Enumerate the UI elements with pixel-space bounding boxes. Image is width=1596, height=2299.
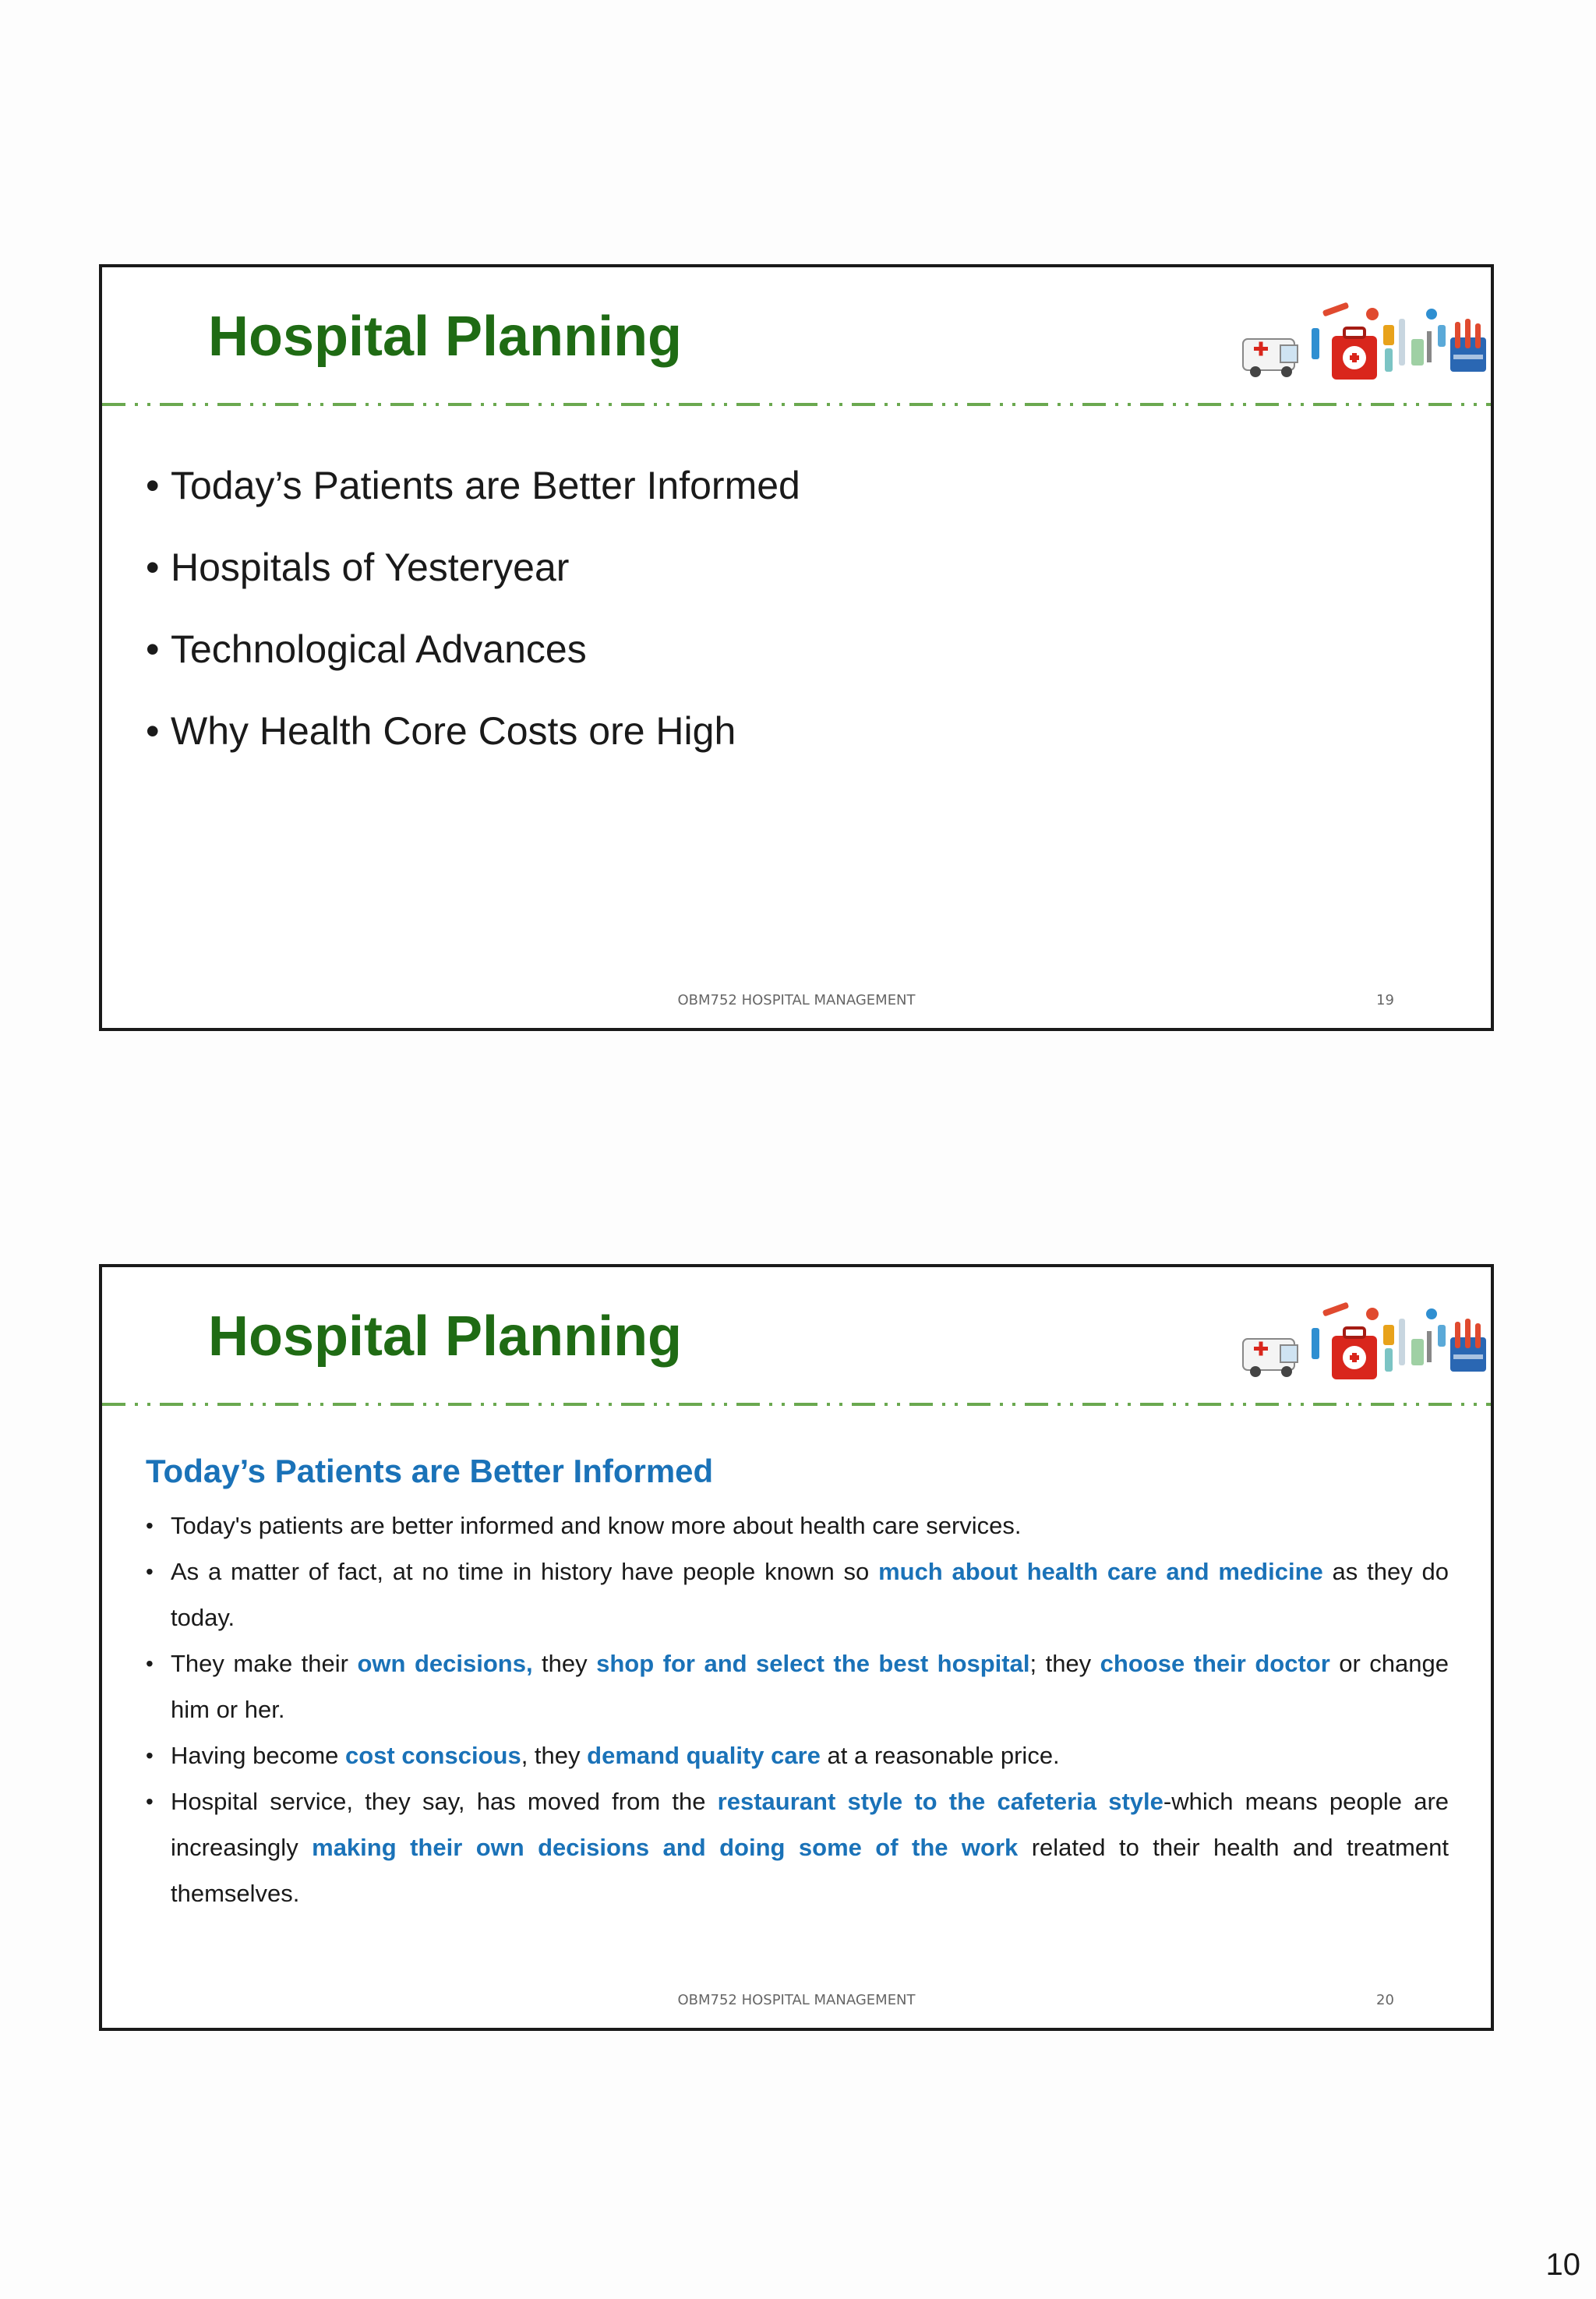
list-item: • Hospital service, they say, has moved from the restaurant style to the cafeteria style-which means people are increasingly making their own decisions and doing some of the work related to their health and treatment themselves. xyxy=(146,1788,1449,1907)
slide-title: Hospital Planning xyxy=(208,1305,683,1368)
bullet-list xyxy=(146,1503,1449,1916)
page-number: 10 xyxy=(1545,2248,1580,2282)
list-item: • Having become cost conscious, they demand quality care at a reasonable price. xyxy=(146,1742,1060,1769)
ambulance-icon xyxy=(1243,339,1298,377)
highlighted-phrase: making their own decisions and doing some of the work xyxy=(312,1834,1019,1861)
medical-illustration-icon xyxy=(1240,1291,1491,1400)
list-item: • As a matter of fact, at no time in history have people known so much about health care and medicine as they do today. xyxy=(146,1558,1449,1631)
highlighted-phrase: choose their doctor xyxy=(1100,1650,1330,1677)
list-item: • Why Health Core Costs ore High xyxy=(146,709,736,753)
medical-supplies-icon xyxy=(1312,302,1446,372)
highlighted-phrase: demand quality care xyxy=(587,1742,821,1769)
test-tubes-icon xyxy=(1450,319,1486,372)
title-divider xyxy=(102,1401,1491,1407)
highlighted-phrase: own decisions, xyxy=(357,1650,533,1677)
list-item: • Technological Advances xyxy=(146,627,587,671)
title-divider xyxy=(102,401,1491,408)
slide-number: 20 xyxy=(1376,1992,1394,2008)
slide-20 xyxy=(99,1264,1494,2031)
highlighted-phrase: shop for and select the best hospital xyxy=(596,1650,1030,1677)
slide-19 xyxy=(99,264,1494,1031)
list-item: • Today's patients are better informed and know more about health care services. xyxy=(146,1512,1022,1539)
medical-supplies-icon xyxy=(1312,1301,1446,1372)
slide-footer: OBM752 HOSPITAL MANAGEMENT xyxy=(677,1992,916,2008)
slide-footer: OBM752 HOSPITAL MANAGEMENT xyxy=(677,992,916,1008)
section-heading: Today’s Patients are Better Informed xyxy=(146,1453,714,1489)
slide-title: Hospital Planning xyxy=(208,305,683,368)
highlighted-phrase: cost conscious xyxy=(345,1742,521,1769)
medical-illustration-icon xyxy=(1240,291,1491,400)
slide-number: 19 xyxy=(1376,992,1394,1008)
highlighted-phrase: much about health care and medicine xyxy=(878,1558,1323,1585)
ambulance-icon xyxy=(1243,1339,1298,1377)
bullet-list xyxy=(146,462,800,789)
list-item: • They make their own decisions, they shop for and select the best hospital; they choose their doctor or change him or her. xyxy=(146,1650,1449,1723)
test-tubes-icon xyxy=(1450,1319,1486,1372)
highlighted-phrase: restaurant style to the cafeteria style xyxy=(717,1788,1163,1815)
list-item: • Hospitals of Yesteryear xyxy=(146,546,570,589)
first-aid-kit-icon xyxy=(1332,1328,1377,1379)
first-aid-kit-icon xyxy=(1332,328,1377,380)
list-item: • Today’s Patients are Better Informed xyxy=(146,464,800,507)
